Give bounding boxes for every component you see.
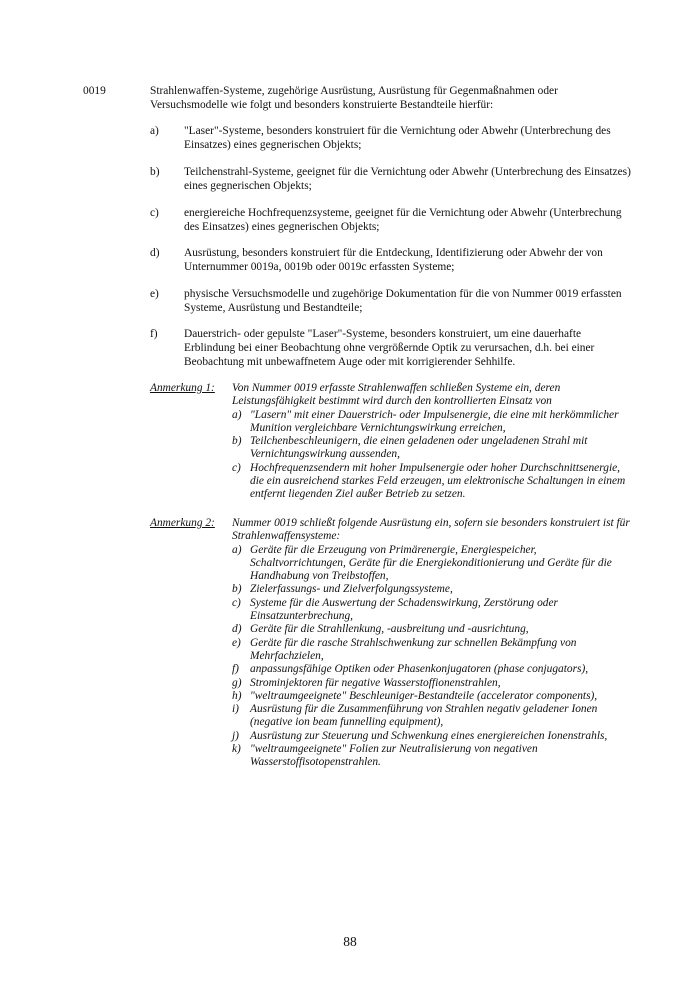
note-item (232, 597, 632, 624)
note-item (232, 409, 632, 436)
item-label: d) (150, 247, 160, 259)
note-item (232, 544, 632, 584)
note-label: Anmerkung 2: (150, 517, 215, 529)
item-text: Ausrüstung, besonders konstruiert für die Entdeckung, Identifizierung oder Abwehr der von Unternummer 0019a, 0019b oder 0019c erfassten Systeme; (184, 247, 603, 273)
item-text: Dauerstrich- oder gepulste "Laser"-Systeme, besonders konstruiert, um eine dauerhafte Erblindung bei einer Beobachtung ohne vergrößernde Optik zu verursachen, d.h. bei einer Beobachtung mit unbewaffnetem Auge oder mit korrigierender Sehhilfe. (184, 328, 595, 368)
note-item-text: Hochfrequenzsendern mit hoher Impulsenergie oder hoher Durchschnittsenergie, die ein ausreichend starkes Feld erzeugen, um elektronische Schaltungen in einem entfernt liegenden Ziel außer Betrieb zu setzen. (250, 461, 626, 501)
note-item-text: Teilchenbeschleunigern, die einen geladenen oder ungeladenen Strahl mit Vernichtungswirkung aussenden, (250, 435, 588, 461)
note-item-text: Geräte für die Strahllenkung, -ausbreitung und -ausrichtung, (250, 623, 529, 636)
note-item-label: k) (232, 743, 241, 756)
item-label: f) (150, 328, 158, 340)
note-item-label: a) (232, 408, 242, 421)
note-item (232, 663, 632, 676)
list-item (150, 327, 632, 369)
note-item-text: Strominjektoren für negative Wasserstoffionenstrahlen, (250, 676, 501, 689)
note-item (232, 743, 632, 770)
note-item-label: h) (232, 689, 242, 702)
note-item-label: f) (232, 663, 239, 676)
note-intro: Von Nummer 0019 erfasste Strahlenwaffen schließen Systeme ein, deren Leistungsfähigkeit bestimmt wird durch den kontrollierten Einsatz von (232, 382, 561, 408)
list-item (150, 287, 632, 315)
note-item (232, 583, 632, 596)
note-2 (150, 517, 632, 770)
note-item (232, 637, 632, 664)
page-number: 88 (343, 934, 357, 949)
list-item (150, 124, 632, 152)
list-item (150, 246, 632, 274)
note-item (232, 703, 632, 730)
note-item-text: Zielerfassungs- und Zielverfolgungssysteme, (250, 583, 453, 596)
note-item-text: Ausrüstung für die Zusammenführung von Strahlen negativ geladener Ionen (negative ion beam funnelling equipment), (250, 703, 598, 729)
note-item (232, 730, 632, 743)
note-item-label: c) (232, 596, 241, 609)
note-item (232, 462, 632, 502)
item-label: e) (150, 288, 159, 300)
note-item-label: c) (232, 461, 241, 474)
list-item (150, 165, 632, 193)
item-text: "Laser"-Systeme, besonders konstruiert für die Vernichtung oder Abwehr (Unterbrechung des Einsatzes) eines gegnerischen Objekts; (184, 125, 611, 151)
item-label: c) (150, 207, 159, 219)
item-label: b) (150, 166, 160, 178)
note-item-label: b) (232, 435, 242, 448)
note-item (232, 690, 632, 703)
note-item-text: "Lasern" mit einer Dauerstrich- oder Impulsenergie, die eine mit herkömmlicher Munition vergleichbare Vernichtungswirkung erreichen, (250, 408, 619, 434)
note-item-label: g) (232, 676, 242, 689)
note-item-text: anpassungsfähige Optiken oder Phasenkonjugatoren (phase conjugators), (250, 663, 589, 676)
section-number: 0019 (83, 85, 106, 97)
note-item-text: Geräte für die rasche Strahlschwenkung zur schnellen Bekämpfung von Mehrfachzielen, (250, 636, 577, 662)
note-label: Anmerkung 1: (150, 382, 215, 394)
note-item-label: e) (232, 636, 241, 649)
item-text: physische Versuchsmodelle und zugehörige Dokumentation für die von Nummer 0019 erfassten Systeme, Ausrüstung und Bestandteile; (184, 288, 622, 314)
note-1 (150, 382, 632, 502)
note-item-text: Systeme für die Auswertung der Schadenswirkung, Zerstörung oder Einsatzunterbrechung, (250, 596, 558, 623)
note-item-label: j) (232, 729, 239, 742)
note-item-text: "weltraumgeeignete" Folien zur Neutralisierung von negativen Wasserstoffisotopenstrahlen. (250, 743, 538, 769)
note-item-label: a) (232, 543, 242, 556)
note-item-label: b) (232, 583, 242, 596)
note-intro: Nummer 0019 schließt folgende Ausrüstung ein, sofern sie besonders konstruiert ist für Strahlenwaffensysteme: (232, 517, 630, 543)
note-item-text: "weltraumgeeignete" Beschleuniger-Bestandteile (accelerator components), (250, 689, 598, 702)
note-item (232, 435, 632, 462)
note-item-text: Ausrüstung zur Steuerung und Schwenkung eines energiereichen Ionenstrahls, (250, 729, 608, 742)
section-title: Strahlenwaffen-Systeme, zugehörige Ausrüstung, Ausrüstung für Gegenmaßnahmen oder Versuchsmodelle wie folgt und besonders konstruierte Bestandteile hierfür: (150, 85, 558, 111)
note-item-label: i) (232, 703, 239, 716)
note-item (232, 623, 632, 636)
note-item-label: d) (232, 623, 242, 636)
item-text: energiereiche Hochfrequenzsysteme, geeignet für die Vernichtung oder Abwehr (Unterbrechung des Einsatzes) eines gegnerischen Objekts; (184, 207, 622, 233)
note-item (232, 677, 632, 690)
note-item-text: Geräte für die Erzeugung von Primärenergie, Energiespeicher, Schaltvorrichtungen, Geräte für die Energiekonditionierung und Geräte für die Handhabung von Treibstoffen, (250, 543, 612, 583)
item-text: Teilchenstrahl-Systeme, geeignet für die Vernichtung oder Abwehr (Unterbrechung des Einsatzes) eines gegnerischen Objekts; (184, 166, 631, 192)
list-item (150, 206, 632, 234)
item-label: a) (150, 125, 159, 137)
